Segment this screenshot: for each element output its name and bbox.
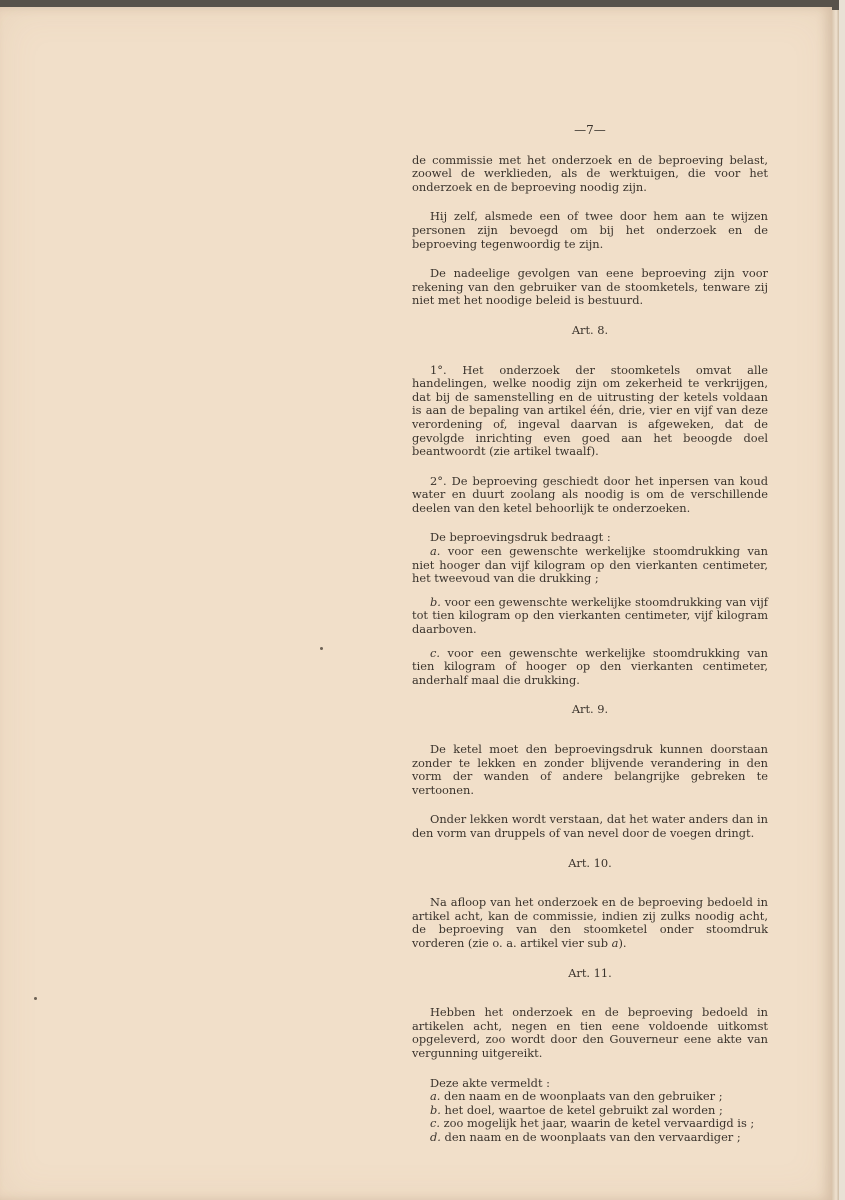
list-item: [412, 1131, 768, 1145]
list-item-text: voor een gewenschte werkelijke stoomdrukking van vijf tot tien kilogram op den vierkanten centimeter, vijf kilogram daarboven.: [412, 594, 768, 637]
page-text: [412, 124, 768, 1160]
list-item: [412, 596, 768, 637]
article-heading-8: Art. 8.: [571, 322, 609, 337]
paragraph: Onder lekken wordt verstaan, dat het water anders dan in den vorm van druppels of van nevel door de voegen dringt.: [412, 812, 768, 840]
list-marker: a.: [430, 1089, 441, 1104]
paragraph: De nadeelige gevolgen van eene beproeving zijn voor rekening van den gebruiker van de stoomketels, tenware zij niet met het noodige beleid is bestuurd.: [412, 266, 768, 308]
paragraph-text: Na afloop van het onderzoek en de beproeving bedoeld in artikel acht, kan de commissie, indien zij zulks noodig acht, de beproeving van den stoomketel onder stoomdruk vorderen (zie o. a. artikel vier sub: [412, 895, 768, 950]
paragraph-text: ).: [618, 935, 627, 950]
list-marker: a.: [430, 544, 441, 559]
paper-spot: [34, 997, 37, 1000]
list-item-text: den naam en de woonplaats van den vervaardiger ;: [444, 1129, 741, 1144]
list-item-text: het doel, waartoe de ketel gebruikt zal worden ;: [444, 1102, 723, 1117]
list-item-text: den naam en de woonplaats van den gebruiker ;: [444, 1089, 723, 1104]
paragraph: De ketel moet den beproevingsdruk kunnen doorstaan zonder te lekken en zonder blijvende verandering in den vorm der wanden of andere belangrijke gebreken te vertoonen.: [412, 742, 768, 797]
list-item-text: zoo mogelijk het jaar, waarin de ketel vervaardigd is ;: [443, 1116, 755, 1131]
paragraph: 2°. De beproeving geschiedt door het inpersen van koud water en duurt zoolang als noodig is om de verschillende deelen van den ketel behoorlijk te onderzoeken.: [412, 473, 768, 515]
akte-list: [412, 1077, 768, 1145]
list-marker: c.: [430, 645, 441, 660]
paper-spot: [320, 647, 323, 650]
list-item-text: voor een gewenschte werkelijke stoomdrukking van tien kilogram of hooger op den vierkanten centimeter, anderhalf maal die drukking.: [412, 645, 768, 687]
list-marker: d.: [430, 1129, 441, 1144]
paragraph: 1°. Het onderzoek der stoomketels omvat alle handelingen, welke noodig zijn om zekerheid te verkrijgen, dat bij de samenstelling en de uitrusting der ketels voldaan is aan de bepaling van artikel één, drie, vier en vijf van deze verordening of, ingeval daarvan is afgeweken, dat de gevolgde inrichting even goed aan het beoogde doel beantwoordt (zie artikel twaalf).: [412, 362, 768, 459]
list-item: [412, 1090, 768, 1104]
list-lead: Deze akte vermeldt :: [430, 1075, 551, 1090]
list-item-text: voor een gewenschte werkelijke stoomdrukking van niet hooger dan vijf kilogram op den vierkanten centimeter, het tweevoud van die drukking ;: [412, 544, 769, 586]
list-marker: c.: [430, 1116, 441, 1131]
scan-background-edge: [839, 0, 845, 1200]
article-heading-10: Art. 10.: [568, 855, 612, 870]
paragraph-text-italic: a: [611, 935, 619, 950]
article-heading-9: Art. 9.: [571, 702, 609, 717]
page-edge: [832, 10, 839, 1200]
list-item: [412, 1117, 768, 1131]
paragraph: Hebben het onderzoek en de beproeving bedoeld in artikelen acht, negen en tien eene voldoende uitkomst opgeleverd, zoo wordt door den Gouverneur eene akte van vergunning uitgereikt.: [412, 1005, 768, 1060]
paragraph: Hij zelf, alsmede een of twee door hem aan te wijzen personen zijn bevoegd om bij het onderzoek en de beproeving tegenwoordig te zijn.: [412, 209, 768, 251]
paragraph: De beproevingsdruk bedraagt :: [430, 530, 611, 545]
paragraph: de commissie met het onderzoek en de beproeving belast, zoowel de werklieden, als de werktuigen, die voor het onderzoek en de beproeving noodig zijn.: [412, 152, 768, 194]
list-marker: b.: [430, 1102, 441, 1117]
paragraph: [412, 896, 768, 950]
list-marker: b.: [430, 594, 441, 609]
list-item: [412, 1104, 768, 1118]
article-heading-11: Art. 11.: [568, 965, 612, 980]
list-item: [412, 647, 768, 688]
page-number: —7—: [574, 123, 606, 137]
list-item: [412, 545, 768, 586]
